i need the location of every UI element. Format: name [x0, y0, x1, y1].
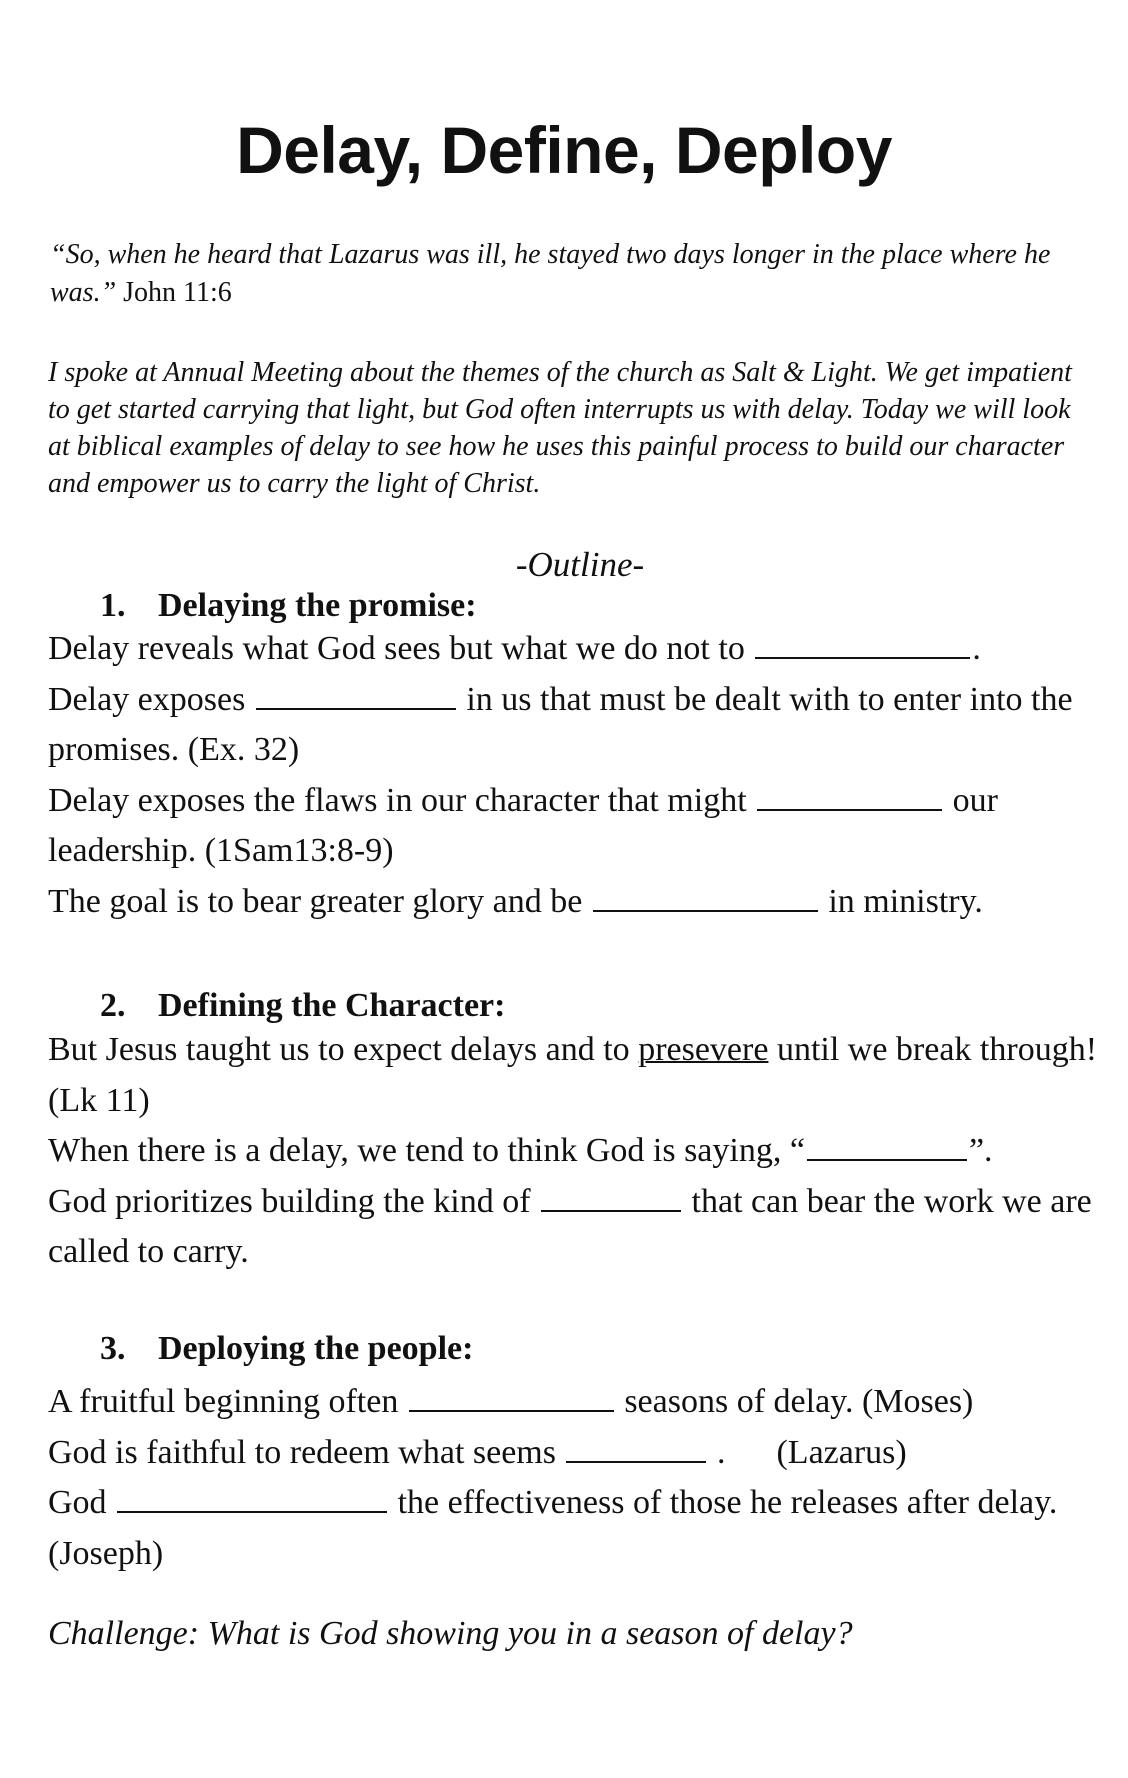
line-text: that can bear the work we are called to carry.	[48, 1182, 1092, 1270]
section-2-title: Defining the Character:	[158, 987, 506, 1024]
line-text: A fruitful beginning often	[48, 1383, 399, 1420]
line-text: But Jesus taught us to expect delays and to	[48, 1031, 630, 1068]
page-title: Delay, Define, Deploy	[236, 113, 892, 187]
line-text: God is faithful to redeem what seems	[48, 1433, 556, 1471]
fill-in-line	[48, 1177, 1108, 1278]
line-text: the effectiveness of those he releases after delay. (Joseph)	[48, 1484, 1058, 1572]
line-text: When there is a delay, we tend to think God is saying, “	[48, 1132, 805, 1169]
blank-field[interactable]	[566, 1433, 706, 1463]
section-2-body	[48, 1025, 1108, 1278]
verse-reference: John 11:6	[123, 277, 232, 308]
verse-quote: “So, when he heard that Lazarus was ill, he stayed two days longer in the place where he was.”	[50, 239, 1051, 308]
line-text: Delay reveals what God sees but what we do not to	[48, 630, 745, 667]
section-2-number: 2.	[100, 987, 126, 1024]
section-1-heading	[100, 587, 477, 625]
blank-field[interactable]	[117, 1483, 387, 1513]
fill-in-line	[48, 1377, 1108, 1428]
fill-in-line	[48, 1025, 1108, 1126]
section-3-number: 3.	[100, 1330, 126, 1367]
fill-in-line	[48, 675, 1108, 776]
section-2-heading	[100, 987, 505, 1025]
line-text: seasons of delay. (Moses)	[624, 1383, 974, 1420]
scripture-verse	[50, 236, 1090, 312]
section-1-number: 1.	[100, 587, 126, 624]
line-text: our leadership. (1Sam13:8-9)	[48, 781, 998, 869]
blank-field[interactable]	[256, 680, 456, 710]
section-3-heading	[100, 1330, 473, 1368]
blank-field[interactable]	[807, 1131, 967, 1161]
blank-field[interactable]	[541, 1182, 681, 1212]
blank-field[interactable]	[409, 1382, 614, 1412]
line-text: The goal is to bear greater glory and be	[48, 882, 583, 920]
section-1-body	[48, 624, 1108, 927]
fill-in-line	[48, 877, 1108, 928]
section-3-body	[48, 1377, 1108, 1579]
blank-field[interactable]	[593, 882, 818, 912]
line-text: until we break through! (Lk 11)	[48, 1031, 1098, 1119]
fill-in-line	[48, 1126, 1108, 1177]
intro-paragraph: I spoke at Annual Meeting about the themes of the church as Salt & Light. We get impatient to get started carrying that light, but God often interrupts us with delay. Today we will look at biblical examples of delay to see how he uses this painful process to build our character and empower us to carry the light of Christ.	[48, 357, 1072, 499]
challenge-question: Challenge: What is God showing you in a season of delay?	[48, 1615, 853, 1652]
section-3-title: Deploying the people:	[158, 1330, 474, 1367]
line-text: God prioritizes building the kind of	[48, 1182, 531, 1220]
line-text: Delay exposes the flaws in our character that might	[48, 781, 747, 819]
line-text: in ministry.	[828, 882, 983, 920]
line-text: God	[48, 1484, 107, 1521]
fill-in-line	[48, 624, 1108, 675]
fill-in-line	[48, 1428, 1108, 1479]
line-text: Delay exposes	[48, 680, 246, 718]
blank-field[interactable]	[757, 781, 942, 811]
line-text: in us that must be dealt with to enter into the promises. (Ex. 32)	[48, 680, 1073, 768]
section-1-title: Delaying the promise:	[158, 587, 477, 624]
fill-in-line	[48, 1478, 1108, 1579]
line-text: . (Lazarus)	[716, 1433, 907, 1471]
underlined-answer: presevere	[638, 1031, 769, 1068]
fill-in-line	[48, 776, 1108, 877]
blank-field[interactable]	[755, 629, 970, 659]
line-text: ”.	[968, 1132, 993, 1169]
outline-label: -Outline-	[515, 545, 645, 584]
line-text: .	[972, 630, 981, 667]
